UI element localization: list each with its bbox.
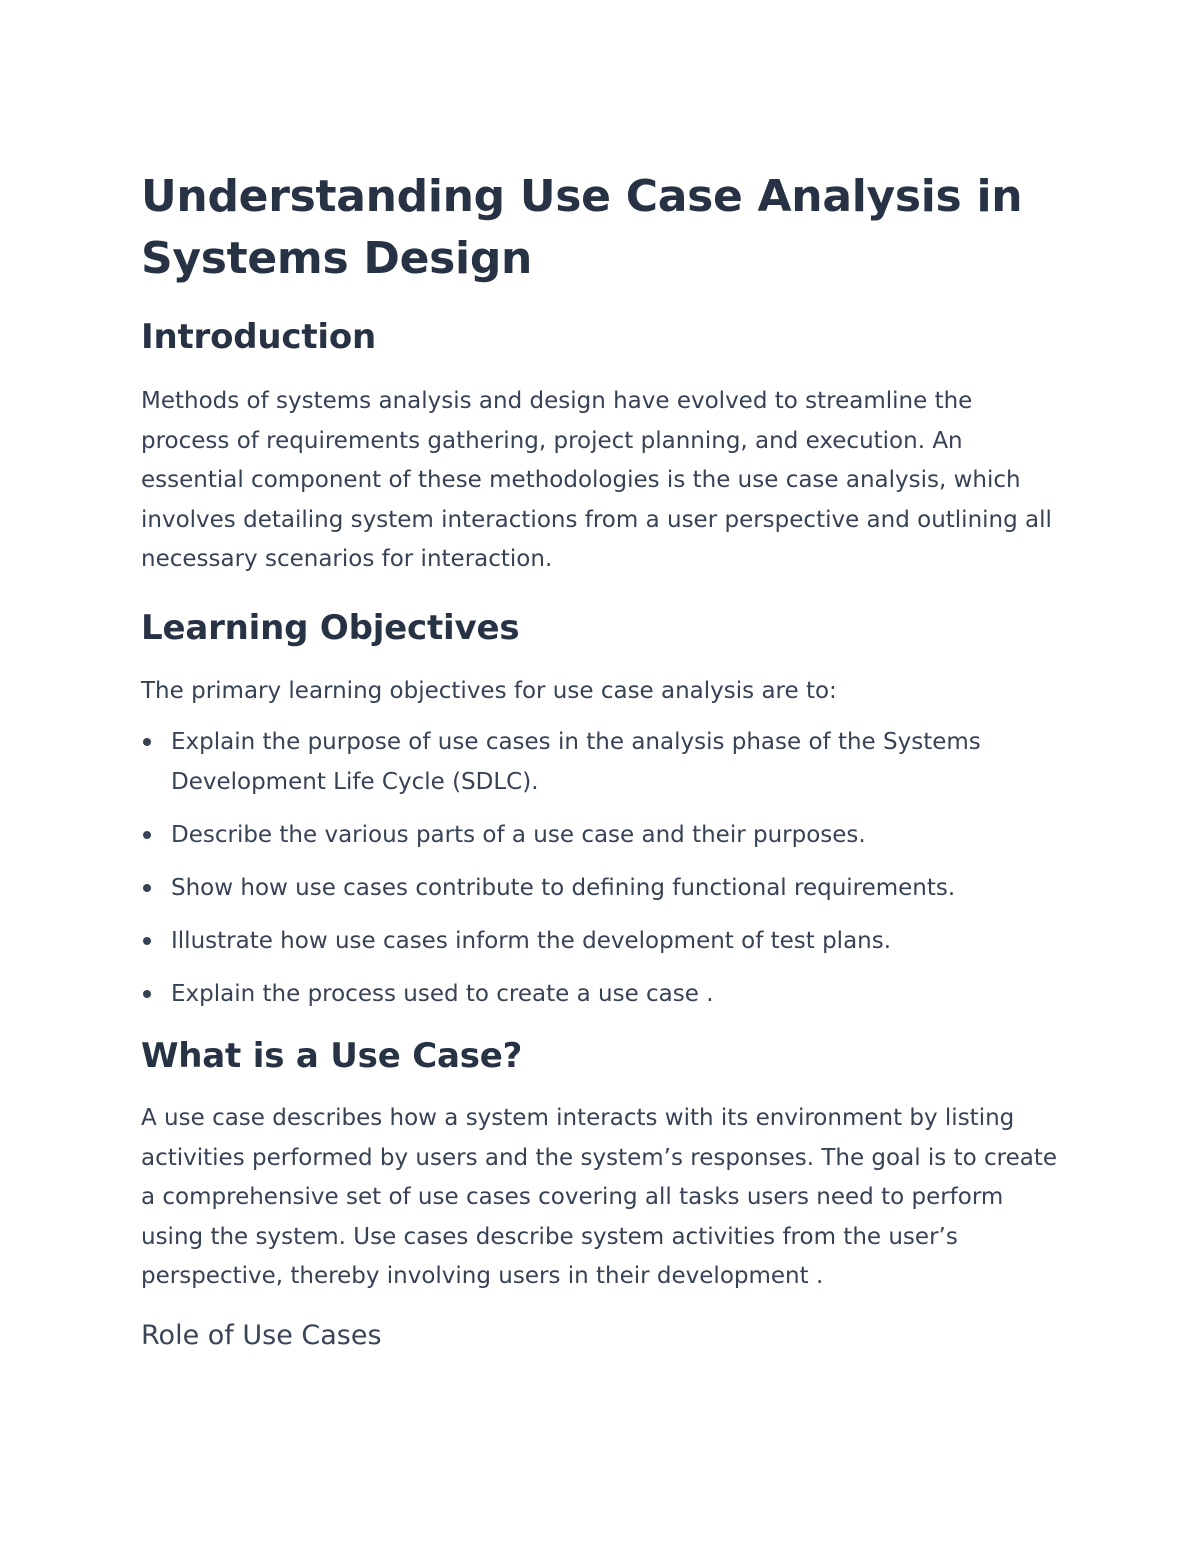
learning-objectives-list [141, 723, 1061, 1014]
list-item-text: Describe the various parts of a use case and their purposes. [171, 821, 866, 848]
list-item-text: Explain the purpose of use cases in the analysis phase of the Systems Development Life Cycle (SDLC). [171, 729, 981, 795]
list-item-text: Show how use cases contribute to defining functional requirements. [171, 874, 956, 901]
subsection-heading-role-of-use-cases: Role of Use Cases [141, 1319, 382, 1351]
bullet-icon [143, 884, 151, 892]
list-item [141, 816, 1061, 856]
what-is-use-case-paragraph: A use case describes how a system interacts with its environment by listing activities performed by users and the system’s responses. The goal is to create a comprehensive set of use cases covering all tasks users need to perform using the system. Use cases describe system activities from the user’s perspective, thereby involving users in their development . [141, 1105, 1057, 1289]
introduction-paragraph: Methods of systems analysis and design have evolved to streamline the process of requirements gathering, project planning, and execution. An essential component of these methodologies is the use case analysis, which involves detailing system interactions from a user perspective and outlining all necessary scenarios for interaction. [141, 388, 1052, 572]
section-heading-introduction: Introduction [141, 317, 377, 357]
document-title: Understanding Use Case Analysis in Systems Design [141, 171, 1023, 284]
list-item [141, 975, 1061, 1015]
section-heading-what-is-use-case: What is a Use Case? [141, 1036, 523, 1076]
bullet-icon [143, 990, 151, 998]
section-heading-learning-objectives: Learning Objectives [141, 607, 520, 648]
list-item [141, 723, 1061, 802]
list-item [141, 922, 1061, 962]
bullet-icon [143, 738, 151, 746]
learning-objectives-intro: The primary learning objectives for use case analysis are to: [141, 677, 837, 704]
list-item [141, 869, 1061, 909]
document-page [141, 166, 1061, 1354]
bullet-icon [143, 831, 151, 839]
bullet-icon [143, 937, 151, 945]
list-item-text: Explain the process used to create a use case . [171, 980, 714, 1007]
list-item-text: Illustrate how use cases inform the development of test plans. [171, 927, 892, 954]
